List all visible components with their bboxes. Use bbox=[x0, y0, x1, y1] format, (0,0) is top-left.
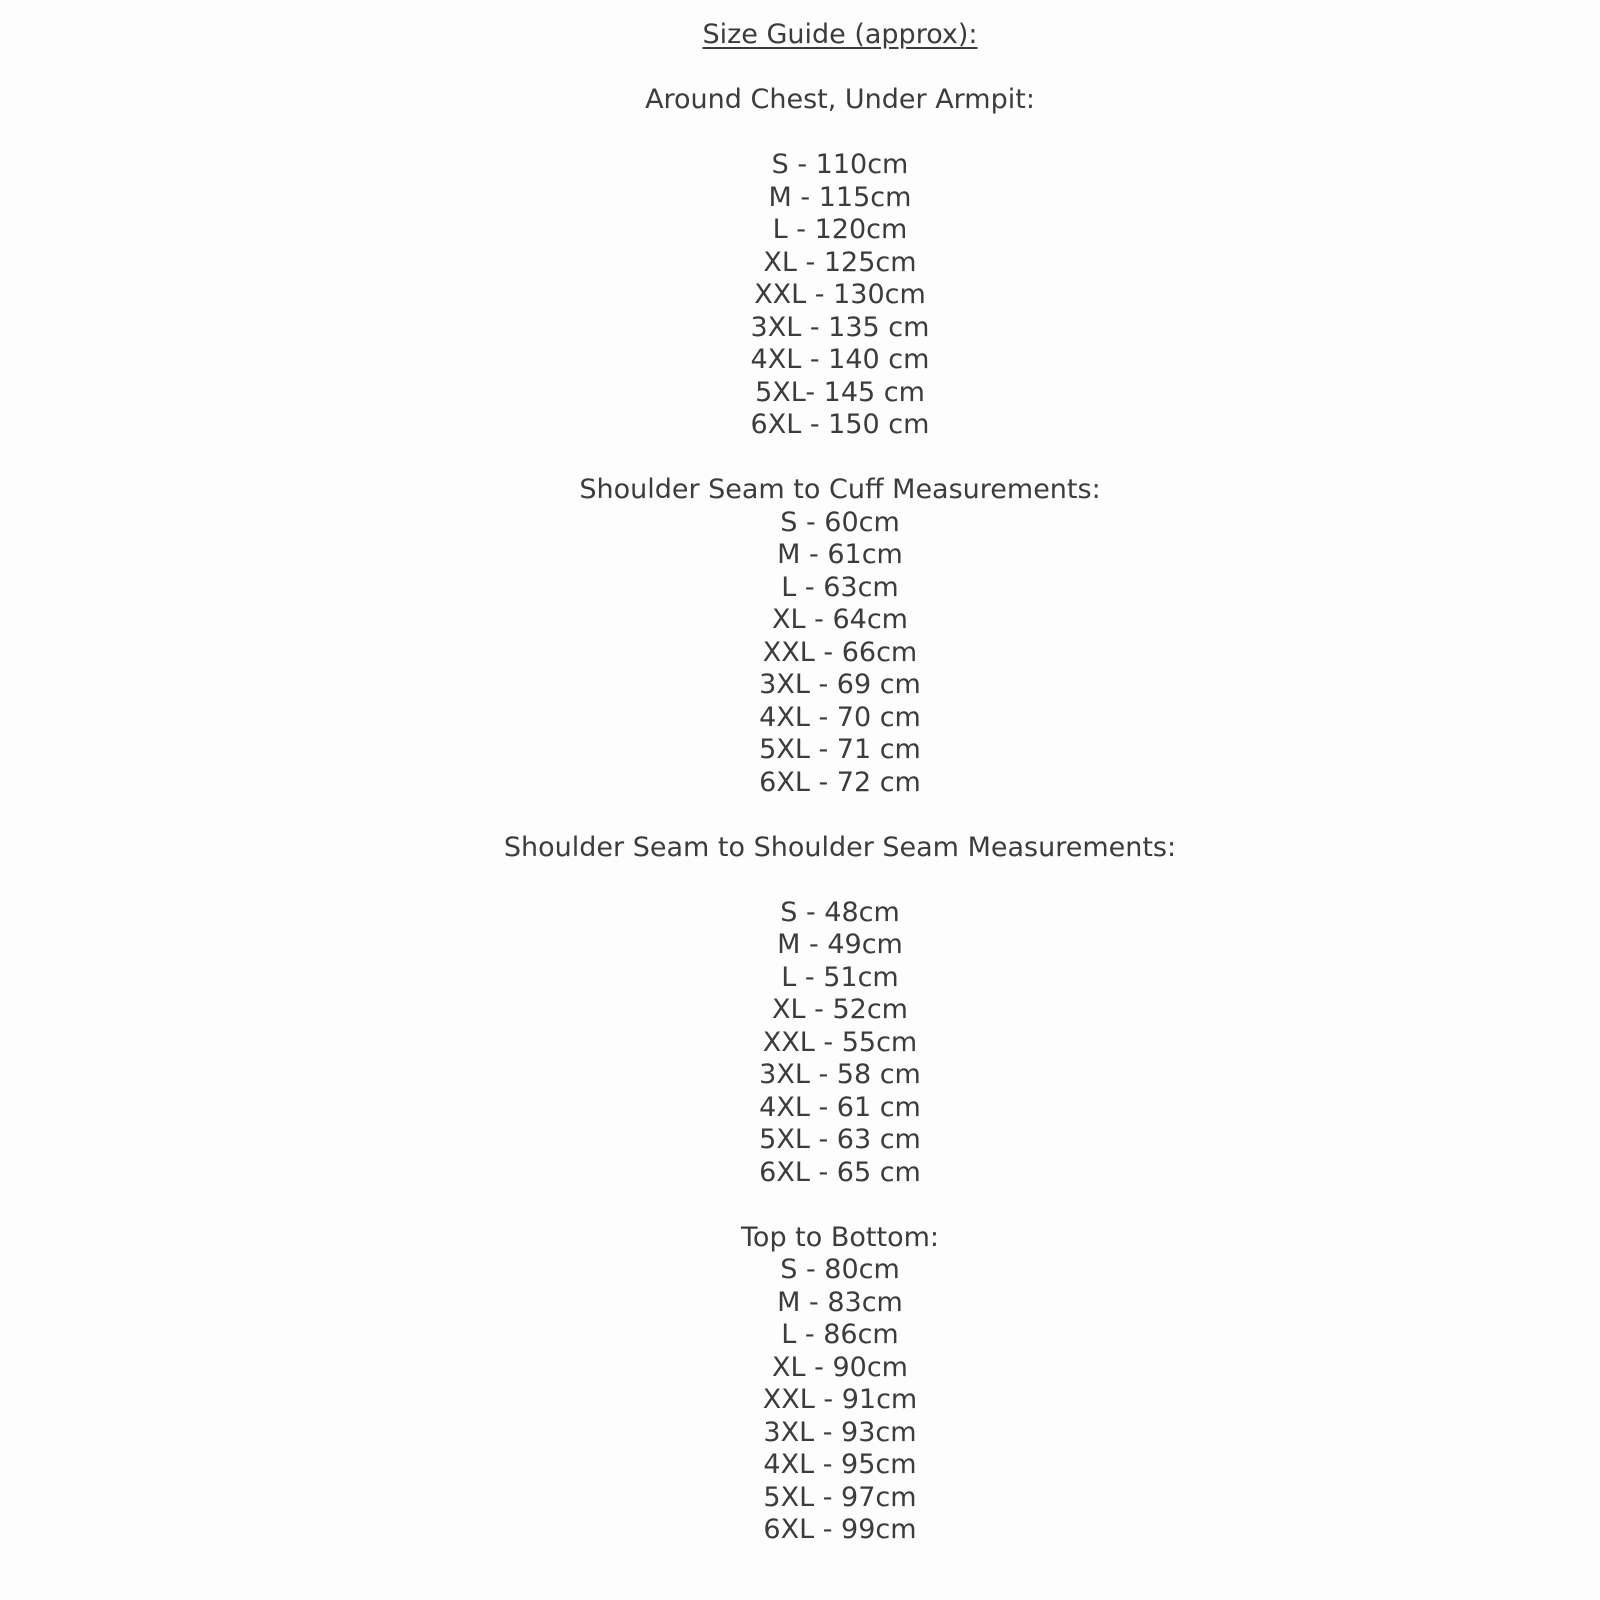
size-row: 3XL - 69 cm bbox=[759, 669, 921, 700]
size-row: 4XL - 61 cm bbox=[759, 1091, 921, 1123]
size-row: M - 83cm bbox=[777, 1286, 903, 1318]
size-row: XXL - 66cm bbox=[762, 636, 918, 668]
size-row: S - 80cm bbox=[780, 1254, 900, 1285]
size-row: 4XL - 95cm bbox=[763, 1449, 917, 1480]
size-row: 5XL- 145 cm bbox=[755, 376, 925, 408]
section-heading-length: Top to Bottom: bbox=[741, 1221, 939, 1253]
size-row: XL - 90cm bbox=[772, 1351, 908, 1383]
size-row: 4XL - 70 cm bbox=[759, 701, 921, 733]
spacer bbox=[80, 864, 1600, 897]
section-heading-chest: Around Chest, Under Armpit: bbox=[645, 84, 1035, 115]
size-row: L - 86cm bbox=[781, 1319, 899, 1350]
spacer bbox=[80, 52, 1600, 85]
size-row: S - 60cm bbox=[780, 506, 900, 538]
size-row: L - 63cm bbox=[781, 571, 899, 603]
size-row: 6XL - 150 cm bbox=[750, 409, 930, 440]
size-row: 6XL - 99cm bbox=[763, 1514, 917, 1545]
size-row: 3XL - 58 cm bbox=[759, 1059, 921, 1090]
size-row: XL - 64cm bbox=[772, 604, 908, 635]
spacer bbox=[80, 1189, 1600, 1222]
size-row: 6XL - 72 cm bbox=[759, 766, 921, 798]
size-row: M - 49cm bbox=[777, 929, 903, 960]
size-row: XXL - 91cm bbox=[762, 1384, 918, 1415]
size-row: 5XL - 63 cm bbox=[759, 1124, 921, 1155]
size-row: XXL - 130cm bbox=[754, 279, 926, 310]
size-row: 3XL - 135 cm bbox=[750, 311, 930, 343]
size-row: 6XL - 65 cm bbox=[759, 1156, 921, 1188]
spacer bbox=[80, 799, 1600, 832]
size-row: S - 110cm bbox=[771, 149, 909, 180]
size-row: L - 51cm bbox=[781, 961, 899, 993]
section-heading-cuff: Shoulder Seam to Cuff Measurements: bbox=[579, 474, 1101, 505]
size-row: 4XL - 140 cm bbox=[750, 344, 930, 375]
spacer bbox=[80, 117, 1600, 150]
size-row: 5XL - 71 cm bbox=[759, 734, 921, 765]
size-row: M - 115cm bbox=[768, 181, 912, 213]
size-row: S - 48cm bbox=[780, 896, 900, 928]
size-row: XL - 52cm bbox=[772, 994, 908, 1025]
size-row: XL - 125cm bbox=[763, 246, 917, 278]
size-row: 3XL - 93cm bbox=[763, 1416, 917, 1448]
page-title: Size Guide (approx): bbox=[702, 19, 978, 50]
size-row: XXL - 55cm bbox=[762, 1026, 918, 1058]
size-row: M - 61cm bbox=[777, 539, 903, 570]
section-heading-shoulder: Shoulder Seam to Shoulder Seam Measurements: bbox=[503, 831, 1177, 863]
spacer bbox=[80, 442, 1600, 475]
size-row: L - 120cm bbox=[772, 214, 908, 245]
size-row: 5XL - 97cm bbox=[763, 1481, 917, 1513]
